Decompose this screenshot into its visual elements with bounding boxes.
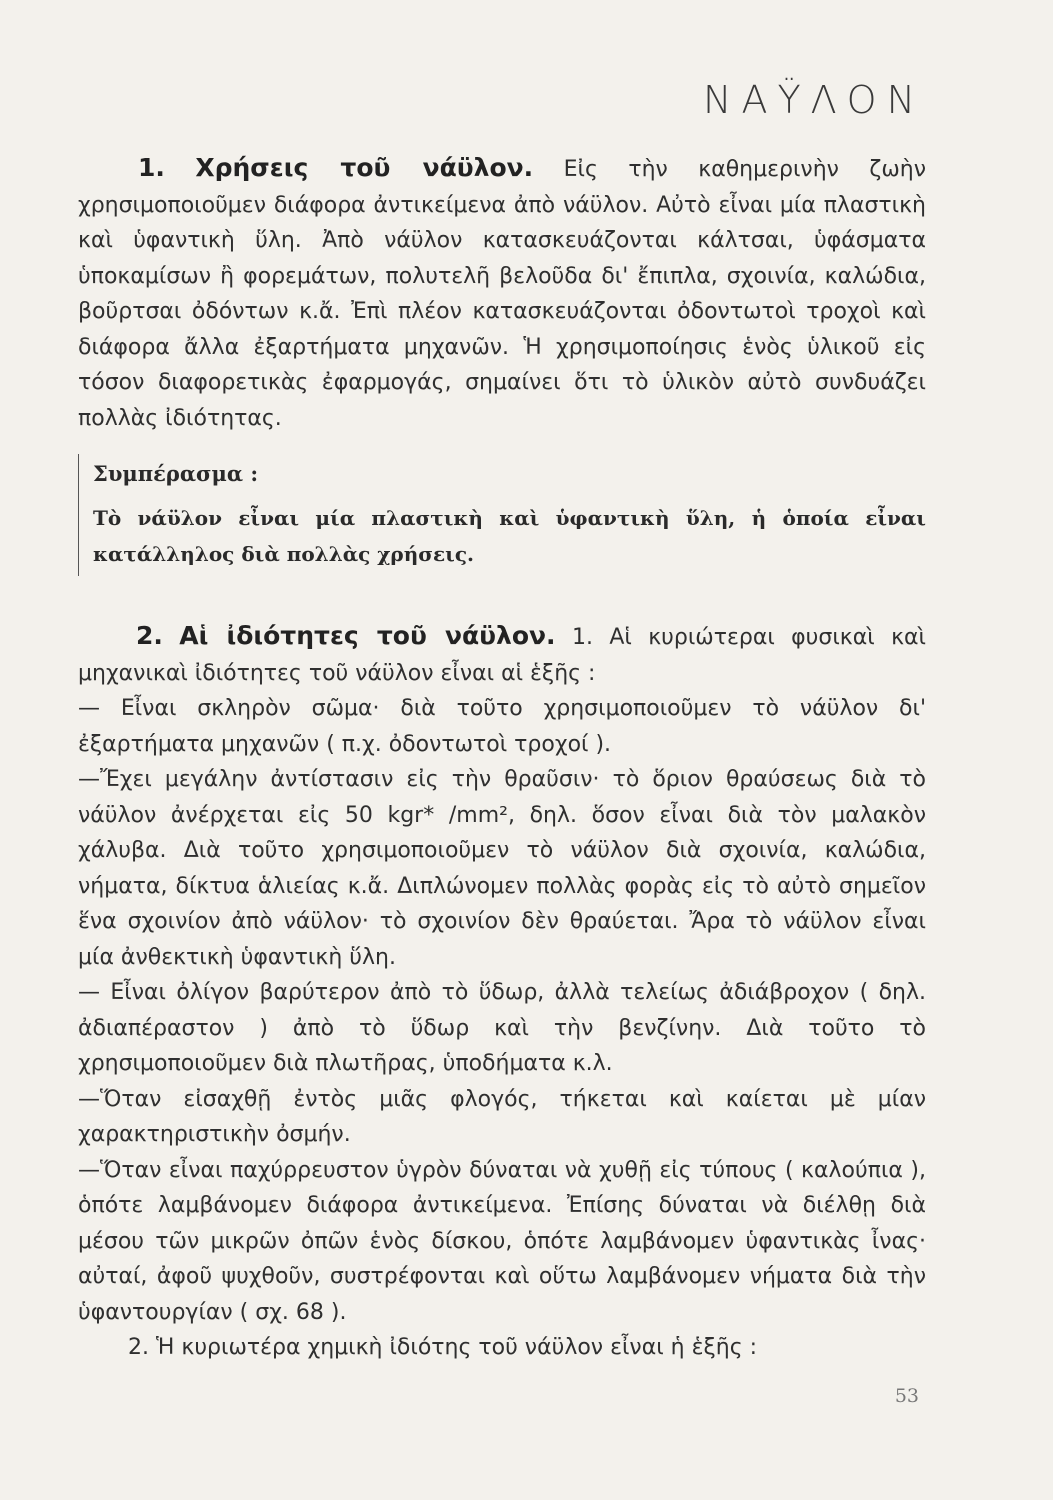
list-item: —Ὅταν εἰσαχθῇ ἐντὸς μιᾶς φλογός, τήκεται καὶ καίεται μὲ μίαν χαρακτηριστικὴν ὀσμήν. <box>78 1086 926 1147</box>
conclusion-text: Τὸ νάϋλον εἶναι μία πλαστικὴ καὶ ὑφαντικὴ ὕλη, ἡ ὁποία εἶναι κατάλληλος διὰ πολλὰς χρήσεις. <box>93 506 926 566</box>
section-2-paragraph <box>78 618 926 691</box>
page-content <box>78 150 926 1366</box>
list-item: — Εἶναι σκληρὸν σῶμα· διὰ τοῦτο χρησιμοποιοῦμεν τὸ νάϋλον δι' ἐξαρτήματα μηχανῶν ( π.χ. ὀδοντωτοὶ τροχοί ). <box>78 696 926 757</box>
list-item: — Εἶναι ὀλίγον βαρύτερον ἀπὸ τὸ ὕδωρ, ἀλλὰ τελείως ἀδιάβροχον ( δηλ. ἀδιαπέραστον ) ἀπὸ τὸ ὕδωρ καὶ τὴν βενζίνην. Διὰ τοῦτο τὸ χρησιμοποιοῦμεν διὰ πλωτῆρας, ὑποδήματα κ.λ. <box>78 980 926 1076</box>
point-2: 2. Ἡ κυριωτέρα χημικὴ ἰδιότης τοῦ νάϋλον εἶναι ἡ ἑξῆς : <box>128 1335 758 1360</box>
section-1-heading: Χρήσεις τοῦ νάϋλον. <box>195 153 534 182</box>
section-2-intro: 1. Αἱ κυριώτεραι φυσικαὶ καὶ μηχανικαὶ ἰδιότητες τοῦ νάϋλον εἶναι αἱ ἑξῆς : <box>78 625 926 686</box>
section-1-text: Εἰς τὴν καθημερινὴν ζωὴν χρησιμοποιοῦμεν διάφορα ἀντικείμενα ἀπὸ νάϋλον. Αὐτὸ εἶναι μία πλαστικὴ καὶ ὑφαντικὴ ὕλη. Ἀπὸ νάϋλον κατασκευάζονται κάλτσαι, ὑφάσματα ὑποκαμίσων ἢ φορεμάτων, πολυτελῆ βελοῦδα δι' ἔπιπλα, σχοινία, καλώδια, βοῦρτσαι ὀδόντων κ.ἄ. Ἐπὶ πλέον κατασκευάζονται ὀδοντωτοὶ τροχοὶ καὶ διάφορα ἄλλα ἐξαρτήματα μηχανῶν. Ἡ χρησιμοποίησις ἑνὸς ὑλικοῦ εἰς τόσον διαφορετικὰς ἐφαρμογάς, σημαίνει ὅτι τὸ ὑλικὸν αὐτὸ συνδυάζει πολλὰς ἰδιότητας. <box>78 157 926 431</box>
conclusion-title: Συμπέρασμα : <box>93 461 259 486</box>
list-item: —Ἔχει μεγάλην ἀντίστασιν εἰς τὴν θραῦσιν· τὸ ὅριον θραύσεως διὰ τὸ νάϋλον ἀνέρχεται εἰς 50 kgr* /mm², δηλ. ὅσον εἶναι διὰ τὸν μαλακὸν χάλυβα. Διὰ τοῦτο χρησιμοποιοῦμεν τὸ νάϋλον διὰ σχοινία, καλώδια, νήματα, δίκτυα ἁλιείας κ.ἄ. Διπλώνομεν πολλὰς φορὰς εἰς τὸ αὐτὸ σημεῖον ἕνα σχοινίον ἀπὸ νάϋλον· τὸ σχοινίον δὲν θραύεται. Ἄρα τὸ νάϋλον εἶναι μία ἀνθεκτικὴ ὑφαντικὴ ὕλη. <box>78 767 926 970</box>
conclusion-box <box>78 454 926 576</box>
section-2-heading: Αἱ ἰδιότητες τοῦ νάϋλον. <box>179 621 556 650</box>
page-number: 53 <box>894 1385 919 1407</box>
running-title: ΝΑΫΛΟΝ <box>703 78 925 122</box>
section-1-number: 1. <box>138 153 165 182</box>
section-2 <box>78 618 926 1366</box>
list-item: —Ὅταν εἶναι παχύρρευστον ὑγρὸν δύναται νὰ χυθῇ εἰς τύπους ( καλούπια ), ὁπότε λαμβάνομεν διάφορα ἀντικείμενα. Ἐπίσης δύναται νὰ διέλθῃ διὰ μέσου τῶν μικρῶν ὀπῶν ἑνὸς δίσκου, ὁπότε λαμβάνομεν ὑφαντικὰς ἶνας· αὐταί, ἀφοῦ ψυχθοῦν, συστρέφονται καὶ οὕτω λαμβάνομεν νήματα διὰ τὴν ὑφαντουργίαν ( σχ. 68 ). <box>78 1157 926 1325</box>
section-2-number: 2. <box>136 621 163 650</box>
properties-list <box>78 691 926 1330</box>
section-1-paragraph <box>78 150 926 436</box>
